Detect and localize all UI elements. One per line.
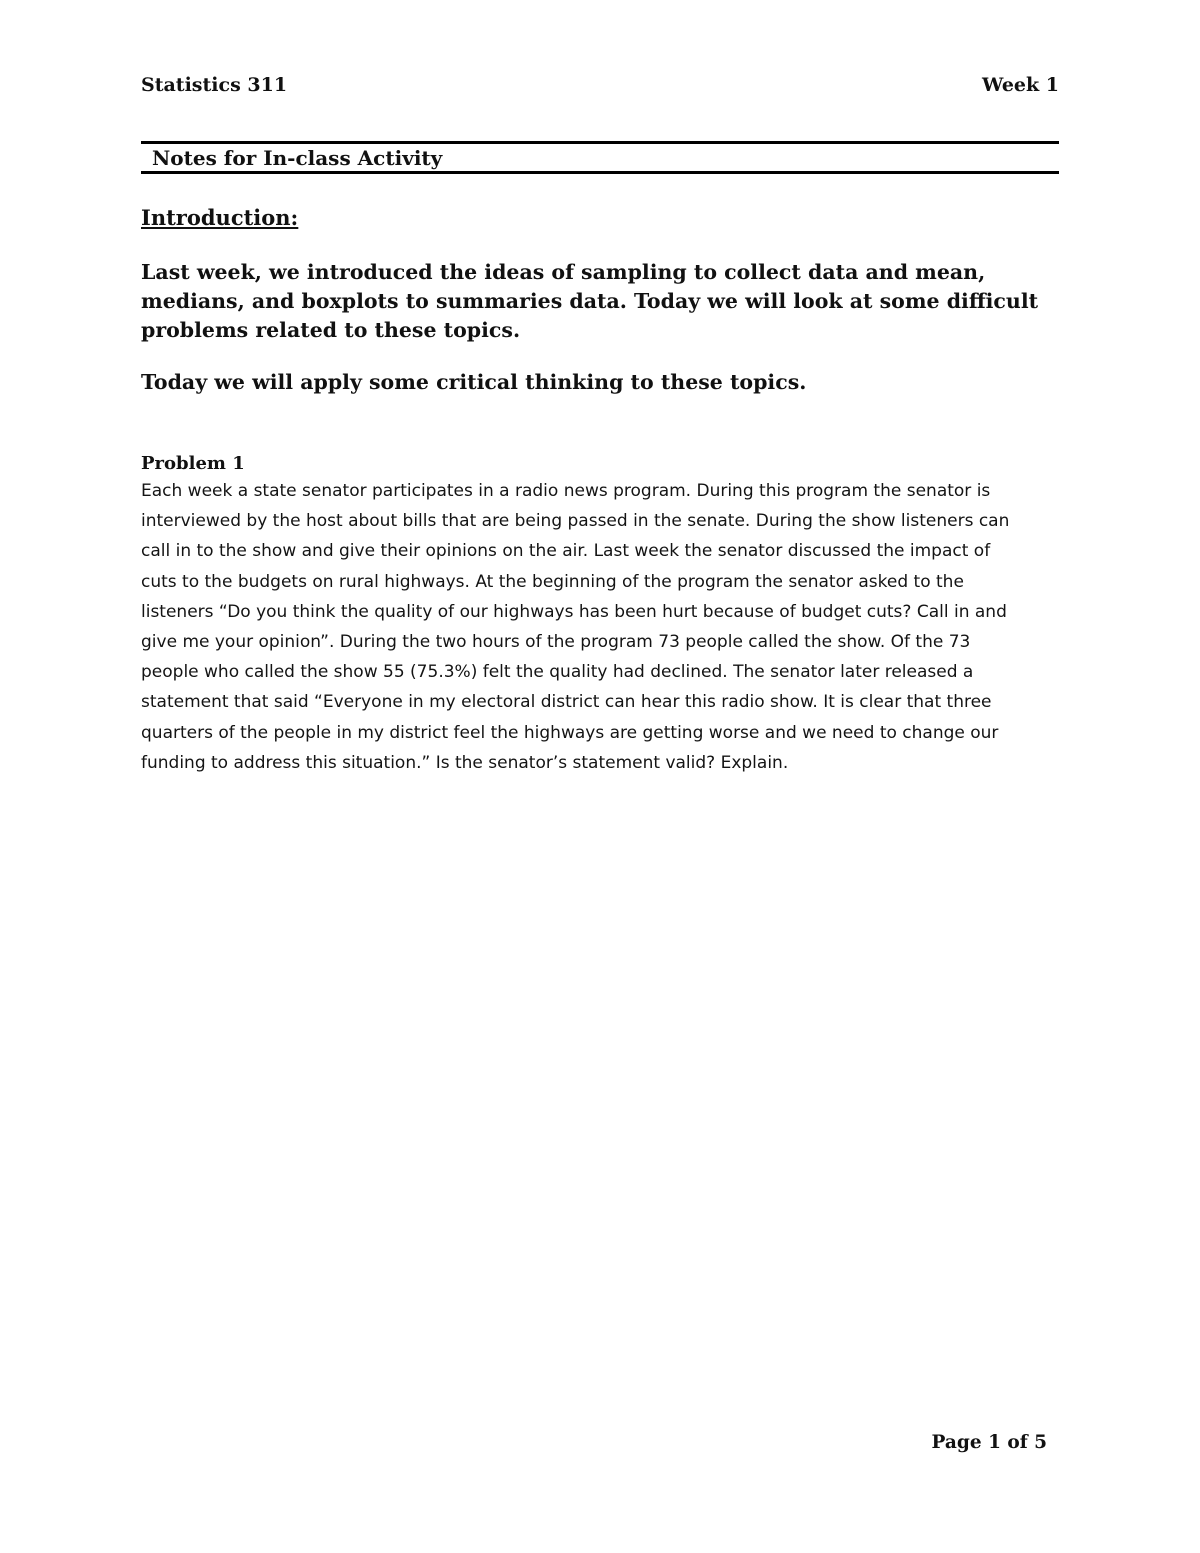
section-title: Notes for In-class Activity [152, 146, 443, 170]
introduction-paragraph: Today we will apply some critical thinking to these topics. [141, 370, 807, 394]
problem-heading: Problem 1 [141, 453, 245, 474]
page-header-right: Week 1 [982, 74, 1059, 96]
page-header-left: Statistics 311 [141, 74, 288, 96]
title-rule-top [141, 141, 1059, 144]
title-rule-bottom [141, 171, 1059, 174]
page-number: Page 1 of 5 [931, 1432, 1047, 1453]
problem-body: Each week a state senator participates in a radio news program. During this program the senator is interviewed by the host about bills that are being passed in the senate. During the show listeners can call in to the show and give their opinions on the air. Last week the senator discussed the impact of cuts to the budgets on rural highways. At the beginning of the program the senator asked to the listeners “Do you think the quality of our highways has been hurt because of budget cuts? Call in and give me your opinion”. During the two hours of the program 73 people called the show. Of the 73 people who called the show 55 (75.3%) felt the quality had declined. The senator later released a statement that said “Everyone in my electoral district can hear this radio show. It is clear that three quarters of the people in my district feel the highways are getting worse and we need to change our funding to address this situation.” Is the senator’s statement valid? Explain. [141, 481, 1010, 773]
introduction-paragraph: Last week, we introduced the ideas of sampling to collect data and mean, medians, and boxplots to summaries data. Today we will look at some difficult problems related to these topics. [141, 260, 1039, 342]
introduction-heading: Introduction: [141, 205, 299, 230]
